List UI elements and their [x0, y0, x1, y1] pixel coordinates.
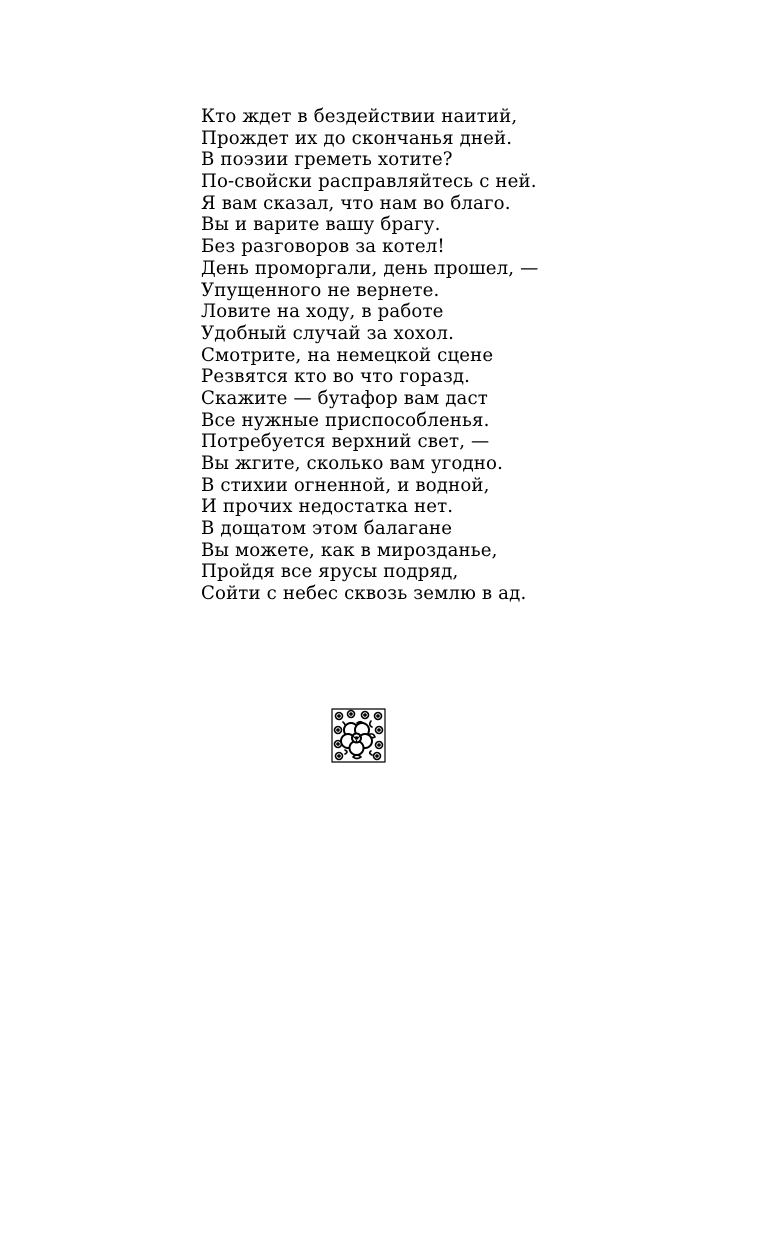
- poem-line: По-свойски расправляйтесь с ней.: [201, 171, 537, 193]
- poem-line: Скажите — бутафор вам даст: [201, 387, 488, 409]
- poem-line: Все нужные приспособленья.: [201, 409, 490, 431]
- floral-vignette-icon: [331, 708, 386, 763]
- poem-line: Я вам сказал, что нам во благо.: [201, 192, 511, 214]
- poem-line: Ловите на ходу, в работе: [201, 301, 444, 323]
- poem-line: Смотрите, на немецкой сцене: [201, 344, 494, 366]
- poem-line: И прочих недостатка нет.: [201, 496, 454, 518]
- poem-line: Вы жгите, сколько вам угодно.: [201, 453, 504, 474]
- poem-line: Потребуется верхний свет, —: [201, 431, 490, 453]
- poem-text: [201, 106, 545, 605]
- poem-line: В дощатом этом балагане: [201, 518, 453, 540]
- poem-line: Сойти с небес сквозь землю в ад.: [201, 583, 527, 605]
- poem-line: В поэзии греметь хотите?: [201, 149, 453, 171]
- poem-line: День проморгали, день прошел, —: [201, 257, 539, 279]
- poem-line: Без разговоров за котел!: [201, 236, 445, 258]
- poem-line: Кто ждет в бездействии наитий,: [201, 106, 518, 127]
- poem-line: Упущенного не вернете.: [201, 279, 440, 301]
- poem-line: Удобный случай за хохол.: [201, 322, 454, 344]
- poem-line: Прождет их до скончанья дней.: [201, 127, 513, 149]
- poem-line: Вы можете, как в мирозданье,: [201, 539, 498, 561]
- poem-line: Пройдя все ярусы подряд,: [201, 561, 459, 583]
- poem-line: В стихии огненной, и водной,: [201, 474, 490, 496]
- poem-line: Вы и варите вашу брагу.: [201, 214, 441, 236]
- poem-line: Резвятся кто во что горазд.: [201, 366, 471, 388]
